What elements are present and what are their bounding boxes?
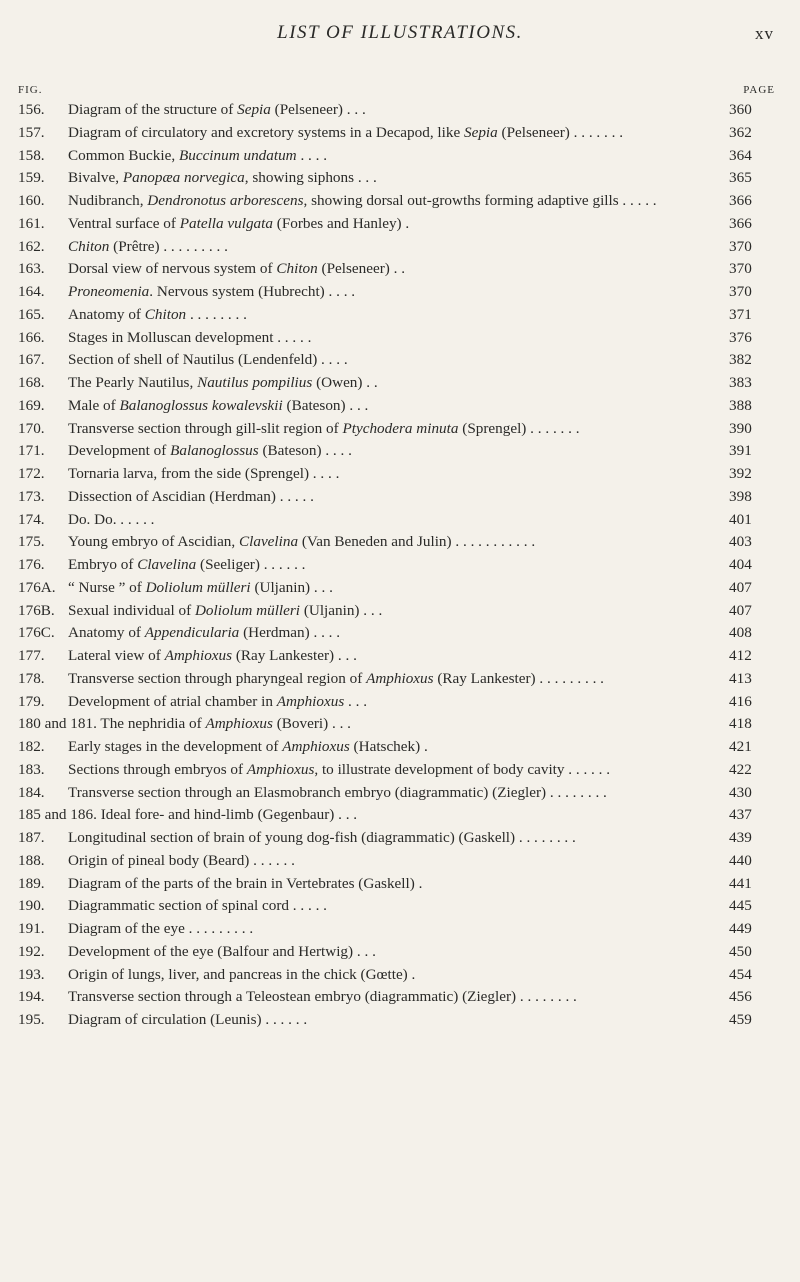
caption-italic-part: Doliolum mülleri (194, 601, 301, 619)
caption-text-part: Early stages in the development of (68, 738, 283, 755)
figure-caption (68, 918, 721, 941)
caption-text-part: (Pelseneer) . . . (270, 101, 366, 118)
page-reference: 445 (729, 897, 752, 915)
figure-caption (68, 281, 721, 304)
figure-number: 190. (18, 897, 45, 915)
caption-text-part: Transverse section through pharyngeal region of (68, 669, 367, 687)
caption-text-part: Embryo of (68, 556, 138, 573)
figure-caption (68, 122, 721, 145)
list-item (18, 190, 775, 213)
caption-text-part: (Bateson) . . . . (258, 442, 352, 460)
figure-number: 167. (18, 351, 45, 369)
page-reference: 371 (729, 305, 752, 323)
caption-text-part: (Sprengel) . . . . . . . (458, 419, 580, 437)
page-reference: 364 (729, 146, 752, 164)
figure-number: 177. (18, 647, 45, 664)
list-item (18, 964, 775, 987)
figure-caption (100, 715, 351, 732)
caption-italic-part: Amphioxus (246, 760, 315, 778)
list-item (18, 349, 775, 372)
list-item (18, 167, 775, 190)
caption-text-part: (Owen) . . (312, 374, 378, 391)
figure-number: 187. (18, 829, 45, 846)
illustration-list (18, 99, 775, 1032)
figure-number: 180 and 181. (18, 715, 97, 733)
caption-text-part: The nephridia of (100, 715, 206, 733)
caption-text-part: (Van Beneden and Julin) . . . . . . . . . . . (298, 533, 536, 551)
caption-text-part: (Bateson) . . . (282, 396, 369, 414)
figure-caption (68, 622, 721, 645)
figure-number: 159. (18, 169, 45, 187)
figure-number: 176A. (18, 578, 56, 596)
list-item (18, 941, 775, 964)
list-item (18, 418, 775, 441)
figure-caption (68, 782, 721, 805)
figure-number: 182. (18, 738, 45, 755)
list-item (18, 281, 775, 304)
figure-caption (68, 395, 721, 418)
caption-text-part: , showing dorsal out-growths forming adaptive gills . . . . . (303, 192, 657, 209)
page-reference: 382 (729, 351, 752, 369)
page-reference: 404 (729, 556, 752, 573)
caption-text-part: Development of (68, 442, 171, 460)
caption-italic-part: Nautilus pompilius (197, 374, 313, 391)
list-item (18, 463, 775, 486)
list-item (18, 372, 775, 395)
caption-text-part: Diagram of the parts of the brain in Vertebrates (Gaskell) . (68, 874, 423, 892)
figure-caption (68, 895, 721, 918)
caption-text-part: Diagram of the structure of (68, 101, 238, 118)
figure-caption (68, 577, 721, 600)
caption-italic-part: Balanoglossus (170, 442, 259, 460)
figure-number: 161. (18, 214, 45, 232)
caption-text-part: (Pelseneer) . . (317, 260, 406, 278)
page-reference: 370 (729, 260, 752, 278)
caption-italic-part: Amphioxus (282, 738, 350, 755)
figure-caption (68, 850, 721, 873)
caption-text-part: , to illustrate development of body cavity . . . . . . (314, 760, 611, 778)
caption-italic-part: Dendronotus arborescens (147, 192, 304, 209)
caption-text-part: Diagrammatic section of spinal cord . . . . . (68, 897, 327, 915)
caption-text-part: (Pelseneer) . . . . . . . (497, 123, 624, 141)
caption-text-part: Common Buckie, (68, 146, 179, 164)
page-reference: 391 (729, 442, 752, 460)
list-item (18, 327, 775, 350)
figure-number: 175. (18, 533, 45, 551)
figure-number: 192. (18, 942, 45, 960)
list-item (18, 99, 775, 122)
figure-number: 194. (18, 988, 45, 1006)
figure-caption (68, 759, 721, 782)
caption-text-part: Sections through embryos of (68, 760, 247, 778)
figure-caption (68, 236, 721, 259)
page-reference: 392 (729, 465, 752, 482)
figure-caption (68, 827, 721, 850)
list-item (18, 782, 775, 805)
page-reference: 407 (729, 578, 752, 596)
caption-text-part: Origin of lungs, liver, and pancreas in the chick (Gœtte) . (68, 965, 416, 983)
list-item (18, 440, 775, 463)
page-reference: 390 (729, 419, 752, 437)
figure-number: 171. (18, 442, 45, 460)
figure-caption (68, 145, 721, 168)
caption-text-part: (Uljanin) . . . (300, 601, 383, 619)
list-item (18, 554, 775, 577)
figure-caption (68, 873, 721, 896)
figure-caption (68, 554, 721, 577)
list-item (18, 577, 775, 600)
caption-text-part: Dorsal view of nervous system of (68, 260, 277, 278)
page-number: xv (755, 24, 774, 43)
caption-text-part: (Hatschek) . (349, 738, 428, 755)
list-item (18, 895, 775, 918)
page-reference: 398 (729, 487, 752, 505)
caption-text-part: (Seeliger) . . . . . . (196, 556, 306, 573)
figure-number: 174. (18, 510, 45, 528)
figure-number: 176. (18, 556, 45, 573)
figure-caption (68, 964, 721, 987)
caption-text-part: Ventral surface of (68, 214, 180, 232)
caption-text-part: Transverse section through an Elasmobranch embryo (diagrammatic) (Ziegler) . . . . . . . . (68, 783, 607, 801)
caption-text-part: Stages in Molluscan development . . . . . (68, 328, 312, 346)
figure-number: 165. (18, 305, 45, 323)
page-reference: 449 (729, 920, 752, 937)
page-reference: 376 (729, 328, 752, 346)
figure-caption (68, 600, 721, 623)
fig-column-heading: FIG. (18, 84, 43, 96)
page-reference: 456 (729, 988, 752, 1006)
figure-caption (68, 645, 721, 668)
caption-text-part: Nudibranch, (68, 192, 148, 209)
figure-caption (68, 190, 721, 213)
figure-caption (68, 736, 721, 759)
caption-italic-part: Chiton (144, 305, 187, 323)
caption-text-part: (Herdman) . . . . (239, 624, 341, 642)
figure-number: 164. (18, 283, 45, 300)
figure-number: 168. (18, 374, 45, 391)
caption-text-part: The Pearly Nautilus, (68, 374, 198, 391)
list-item (18, 213, 775, 236)
page-reference: 383 (729, 374, 752, 391)
page-reference: 413 (729, 669, 752, 687)
caption-italic-part: Amphioxus (164, 647, 233, 664)
list-item (18, 713, 775, 736)
figure-number: 157. (18, 123, 45, 141)
figure-number: 162. (18, 237, 45, 255)
figure-number: 172. (18, 465, 45, 482)
figure-number: 166. (18, 328, 45, 346)
page-reference: 440 (729, 851, 752, 869)
figure-caption (68, 668, 721, 691)
page-reference: 403 (729, 533, 752, 551)
figure-number: 169. (18, 396, 45, 414)
figure-caption (68, 509, 721, 532)
caption-text-part: Development of the eye (Balfour and Hertwig) . . . (68, 942, 376, 960)
figure-caption (68, 463, 721, 486)
figure-number: 179. (18, 692, 45, 710)
caption-text-part: Section of shell of Nautilus (Lendenfeld) . . . . (68, 351, 348, 369)
figure-number: 195. (18, 1011, 45, 1028)
list-item (18, 873, 775, 896)
caption-text-part: Origin of pineal body (Beard) . . . . . . (68, 851, 295, 869)
caption-italic-part: Balanoglossus kowalevskii (119, 396, 283, 414)
caption-text-part: Transverse section through a Teleostean embryo (diagrammatic) (Ziegler) . . . . . . . . (68, 988, 577, 1006)
list-item (18, 395, 775, 418)
figure-caption (68, 349, 721, 372)
figure-number: 178. (18, 669, 45, 687)
caption-text-part: (Prêtre) . . . . . . . . . (109, 237, 228, 255)
figure-number: 170. (18, 419, 45, 437)
caption-text-part: (Uljanin) . . . (250, 578, 333, 596)
page-reference: 416 (729, 692, 752, 710)
caption-text-part: Transverse section through gill-slit region of (68, 419, 343, 437)
caption-italic-part: Ptychodera minuta (342, 419, 459, 437)
figure-number: 188. (18, 851, 45, 869)
list-item (18, 759, 775, 782)
caption-text-part: “ Nurse ” of (68, 578, 146, 596)
figure-caption (68, 258, 721, 281)
caption-italic-part: Clavelina (137, 556, 197, 573)
list-item (18, 122, 775, 145)
page-reference: 370 (729, 237, 752, 255)
list-item (18, 531, 775, 554)
column-headings (18, 84, 775, 100)
page-reference: 408 (729, 624, 752, 642)
list-item (18, 622, 775, 645)
figure-caption (68, 304, 721, 327)
caption-text-part: . Nervous system (Hubrecht) . . . . (149, 283, 356, 300)
list-item (18, 145, 775, 168)
figure-caption (68, 941, 721, 964)
list-item (18, 691, 775, 714)
caption-italic-part: Doliolum mülleri (145, 578, 251, 596)
page-reference: 454 (729, 965, 752, 983)
list-item (18, 509, 775, 532)
caption-text-part: Anatomy of (68, 624, 145, 642)
caption-text-part: (Ray Lankester) . . . (232, 647, 357, 664)
caption-text-part: Longitudinal section of brain of young dog-fish (diagrammatic) (Gaskell) . . . . . . . . (68, 829, 576, 846)
figure-number: 176B. (18, 601, 55, 619)
caption-text-part: (Ray Lankester) . . . . . . . . . (433, 669, 604, 687)
figure-number: 176C. (18, 624, 55, 642)
page-reference: 441 (729, 874, 752, 892)
list-item (18, 804, 775, 827)
figure-caption (68, 372, 721, 395)
caption-text-part: , showing siphons . . . (244, 169, 377, 187)
list-item (18, 600, 775, 623)
page-reference: 370 (729, 283, 752, 300)
list-item (18, 236, 775, 259)
figure-number: 183. (18, 760, 45, 778)
page-reference: 407 (729, 601, 752, 619)
caption-italic-part: Panopæa norvegica (122, 169, 245, 187)
figure-number: 184. (18, 783, 45, 801)
figure-number: 173. (18, 487, 45, 505)
caption-text-part: Diagram of circulation (Leunis) . . . . . . (68, 1011, 308, 1028)
figure-caption (68, 1009, 721, 1032)
page-reference: 459 (729, 1011, 752, 1028)
page-reference: 412 (729, 647, 752, 664)
figure-number: 163. (18, 260, 45, 278)
list-item (18, 736, 775, 759)
figure-number: 185 and 186. (18, 806, 97, 824)
caption-italic-part: Proneomenia (68, 283, 150, 300)
figure-number: 193. (18, 965, 45, 983)
caption-italic-part: Sepia (237, 101, 271, 118)
page-reference: 439 (729, 829, 752, 846)
caption-italic-part: Buccinum undatum (178, 146, 297, 164)
figure-caption (101, 806, 357, 823)
page-reference: 362 (729, 123, 752, 141)
figure-number: 156. (18, 101, 45, 118)
caption-text-part: . . . (344, 692, 368, 710)
page-reference: 366 (729, 192, 752, 209)
figure-caption (68, 486, 721, 509)
figure-number: 158. (18, 146, 45, 164)
figure-number: 160. (18, 192, 45, 209)
page-reference: 418 (729, 715, 752, 733)
caption-text-part: Anatomy of (68, 305, 145, 323)
list-item (18, 850, 775, 873)
list-item (18, 258, 775, 281)
figure-caption (68, 418, 721, 441)
figure-caption (68, 99, 721, 122)
list-item (18, 1009, 775, 1032)
caption-text-part: Dissection of Ascidian (Herdman) . . . . . (68, 487, 314, 505)
page-reference: 388 (729, 396, 752, 414)
figure-caption (68, 440, 721, 463)
caption-italic-part: Amphioxus (366, 669, 434, 687)
figure-number: 189. (18, 874, 45, 892)
page-reference: 401 (729, 510, 752, 528)
caption-text-part: . . . . (296, 146, 328, 164)
caption-text-part: (Boveri) . . . (272, 715, 351, 733)
list-item (18, 304, 775, 327)
list-item (18, 668, 775, 691)
list-item (18, 918, 775, 941)
page-reference: 422 (729, 760, 752, 778)
caption-text-part: Young embryo of Ascidian, (68, 533, 239, 551)
caption-text-part: (Forbes and Hanley) . (272, 214, 410, 232)
page-reference: 360 (729, 101, 752, 118)
caption-text-part: Ideal fore- and hind-limb (Gegenbaur) . . . (100, 806, 358, 824)
page-reference: 450 (729, 942, 752, 960)
page-reference: 437 (729, 806, 752, 824)
caption-text-part: Male of (68, 396, 120, 414)
caption-text-part: Development of atrial chamber in (68, 692, 277, 710)
figure-caption (68, 986, 721, 1009)
caption-italic-part: Amphioxus (205, 715, 273, 733)
figure-number: 191. (18, 920, 45, 937)
caption-text-part: Do. Do. . . . . . (68, 510, 155, 528)
caption-text-part: Diagram of the eye . . . . . . . . . (68, 920, 254, 937)
caption-italic-part: Appendicularia (144, 624, 240, 642)
page-reference: 421 (729, 738, 752, 755)
list-item (18, 827, 775, 850)
caption-text-part: . . . . . . . . (186, 305, 247, 323)
caption-italic-part: Sepia (464, 123, 498, 141)
caption-text-part: Sexual individual of (68, 601, 195, 619)
caption-italic-part: Chiton (68, 237, 110, 255)
figure-caption (68, 213, 721, 236)
list-item (18, 986, 775, 1009)
caption-italic-part: Amphioxus (276, 692, 345, 710)
caption-text-part: Bivalve, (68, 169, 123, 187)
caption-italic-part: Patella vulgata (179, 214, 273, 232)
running-head: LIST OF ILLUSTRATIONS. (277, 22, 523, 43)
page-reference: 366 (729, 214, 752, 232)
figure-caption (68, 531, 721, 554)
figure-caption (68, 691, 721, 714)
figure-caption (68, 167, 721, 190)
page-reference: 430 (729, 783, 752, 801)
caption-text-part: Diagram of circulatory and excretory systems in a Decapod, like (68, 123, 464, 141)
caption-text-part: Tornaria larva, from the side (Sprengel) . . . . (68, 465, 340, 482)
caption-italic-part: Chiton (276, 260, 318, 278)
figure-caption (68, 327, 721, 350)
list-item (18, 486, 775, 509)
caption-text-part: Lateral view of (68, 647, 165, 664)
caption-italic-part: Clavelina (239, 533, 299, 551)
page-reference: 365 (729, 169, 752, 187)
list-item (18, 645, 775, 668)
page-column-heading: PAGE (743, 84, 775, 96)
